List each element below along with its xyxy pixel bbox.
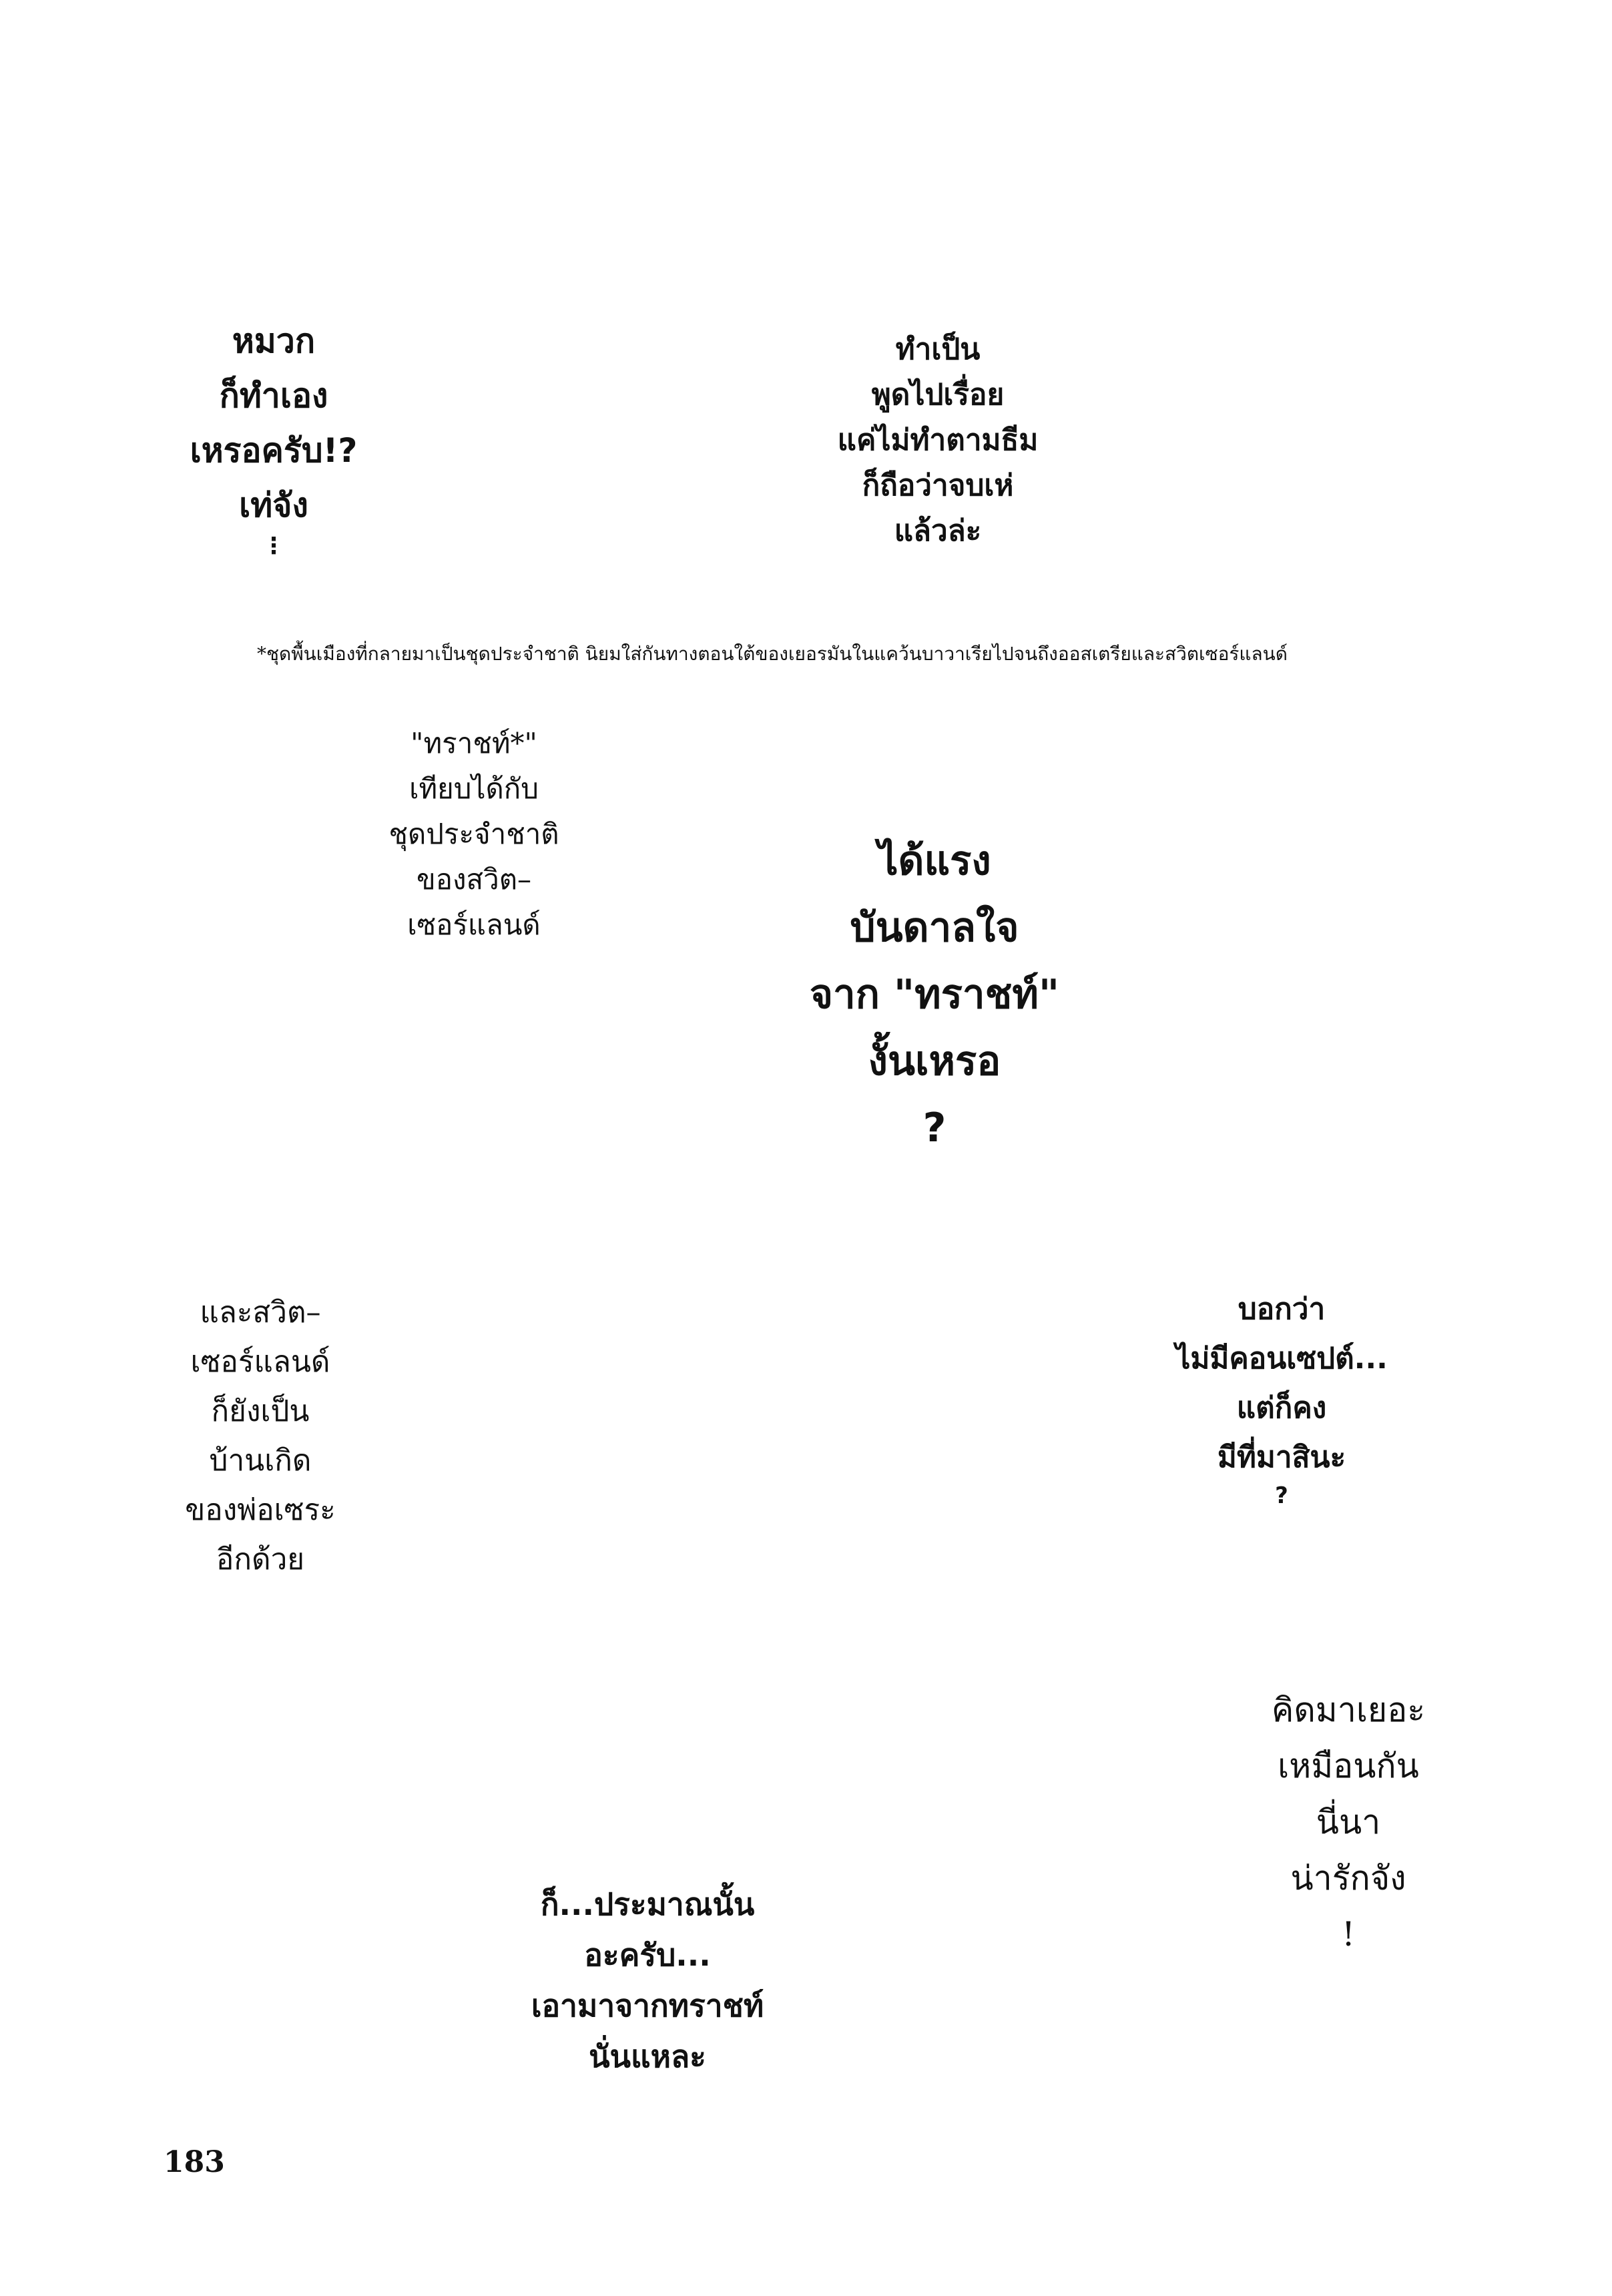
bubble-line: ก็ทำเอง <box>219 376 328 415</box>
bubble-line: ก็ถือว่าจบเห่ <box>862 469 1014 503</box>
bubble-line: ได้แรง <box>878 838 991 884</box>
bubble-line: เซอร์แลนด์ <box>190 1345 330 1379</box>
bubble-line: แต่ก็คง <box>1236 1391 1327 1425</box>
bubble-line: งั้นเหรอ <box>868 1038 1001 1085</box>
bubble-line: หมวก <box>232 322 316 360</box>
footnote: *ชุดพื้นเมืองที่กลายมาเป็นชุดประจำชาติ นิยมใส่กันทางตอนใต้ของเยอรมันในแคว้นบาวาเรียไปจนถึงออสเตรียและสวิตเซอร์แลนด์ <box>257 643 1288 665</box>
bubble-line: ! <box>1341 1915 1356 1954</box>
bubble-line: คิดมาเยอะ <box>1271 1691 1426 1729</box>
speech-bubble-hat-question <box>147 314 400 559</box>
bubble-line: มีที่มาสินะ <box>1217 1440 1346 1474</box>
bubble-line: อะครับ... <box>584 1937 711 1973</box>
bubble-line: ก็...ประมาณนั้น <box>540 1886 755 1922</box>
bubble-line: ? <box>1275 1482 1288 1509</box>
page-number: 183 <box>164 2145 225 2179</box>
bubble-line: ของสวิต– <box>417 863 531 896</box>
speech-bubble-tracht-answer <box>467 1879 828 2082</box>
bubble-line: บันดาลใจ <box>850 904 1019 951</box>
bubble-line: แล้วล่ะ <box>894 514 982 548</box>
speech-bubble-theme-remark <box>788 327 1088 554</box>
bubble-line: บ้านเกิด <box>209 1444 312 1478</box>
bubble-line: ⋮ <box>262 533 285 559</box>
narration-tracht-note <box>354 721 594 948</box>
speech-bubble-cute-remark <box>1235 1682 1462 1962</box>
bubble-line: นั่นแหละ <box>589 2038 706 2074</box>
bubble-line: ทำเป็น <box>895 332 981 366</box>
bubble-line: พูดไปเรื่อย <box>871 378 1005 412</box>
bubble-line: ? <box>922 1105 947 1151</box>
bubble-line: "ทราชท์*" <box>411 727 537 760</box>
bubble-line: ของพ่อเซระ <box>185 1493 336 1527</box>
bubble-line: น่ารักจัง <box>1290 1859 1406 1898</box>
bubble-line: บอกว่า <box>1238 1292 1326 1326</box>
bubble-line: เซอร์แลนด์ <box>407 908 541 941</box>
bubble-line: อีกด้วย <box>216 1542 305 1576</box>
bubble-line: และสวิต– <box>200 1296 321 1330</box>
bubble-line: นี่นา <box>1316 1803 1381 1841</box>
bubble-line: เท่จัง <box>239 486 308 525</box>
bubble-line: ก็ยังเป็น <box>211 1394 310 1428</box>
bubble-line: เทียบได้กับ <box>409 772 539 805</box>
speech-bubble-inspired-question <box>768 828 1101 1161</box>
narration-hometown-note <box>147 1288 374 1585</box>
speech-bubble-concept-question <box>1128 1285 1435 1509</box>
bubble-line: เอามาจากทราชท์ <box>531 1988 764 2024</box>
bubble-line: ชุดประจำชาติ <box>388 818 559 850</box>
bubble-line: จาก "ทราชท์" <box>809 971 1060 1018</box>
bubble-line: ไม่มีคอนเซปต์... <box>1175 1342 1388 1376</box>
bubble-line: เหมือนกัน <box>1278 1747 1419 1785</box>
bubble-line: แค่ไม่ทำตามธีม <box>837 423 1039 457</box>
bubble-line: เหรอครับ!? <box>190 431 358 470</box>
